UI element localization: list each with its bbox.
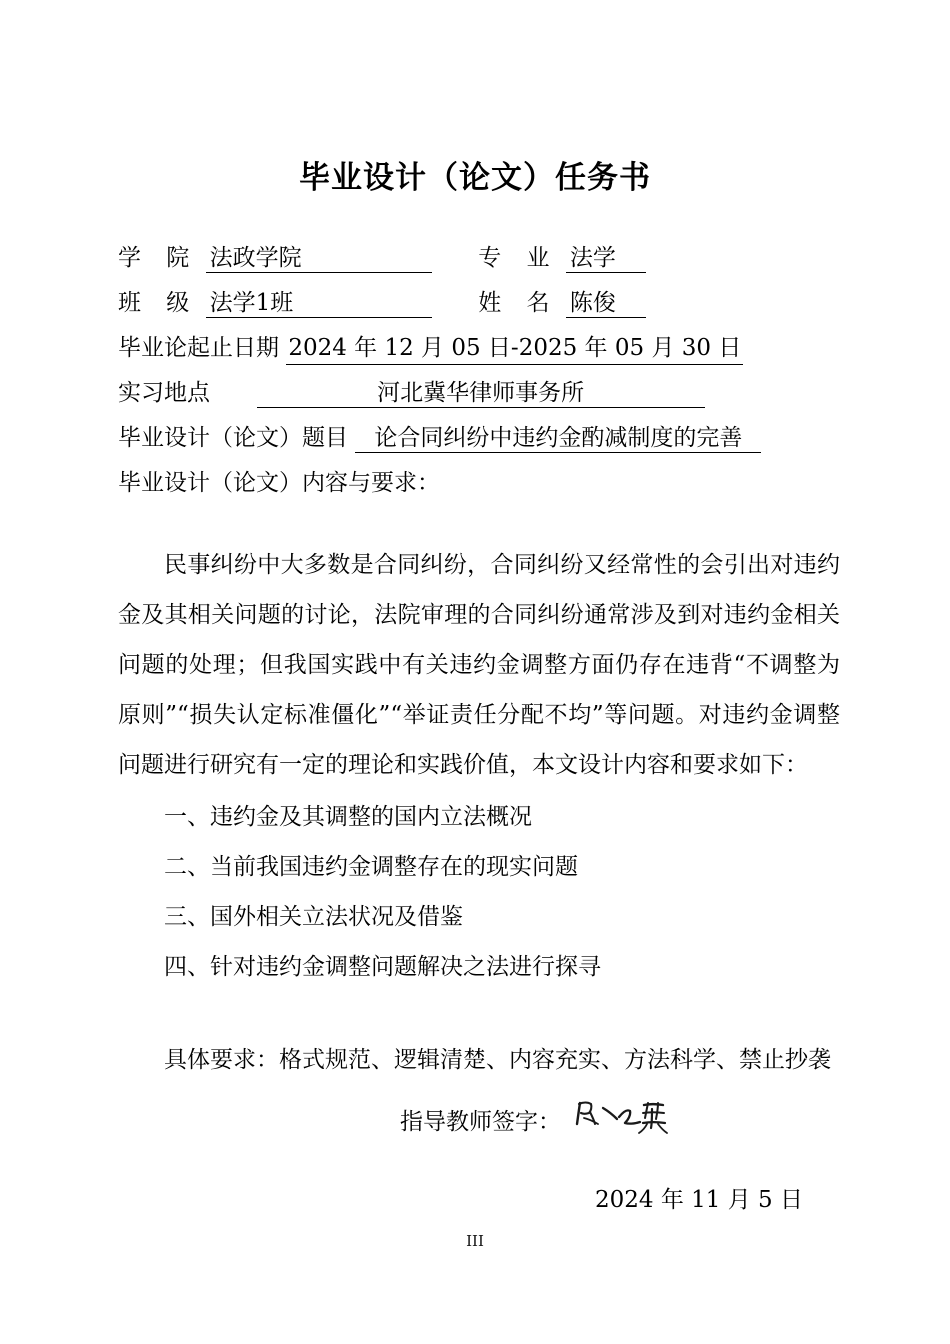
outline-list <box>118 792 840 992</box>
internship-label: 实习地点 <box>118 380 210 406</box>
form-row-topic <box>118 416 838 461</box>
specific-requirements: 具体要求：格式规范、逻辑清楚、内容充实、方法科学、禁止抄袭 <box>164 1047 831 1073</box>
advisor-signature-label: 指导教师签字： <box>400 1109 561 1135</box>
student-name-field[interactable]: 陈俊 <box>566 288 646 318</box>
period-field[interactable]: 2024 年 12 月 05 日-2025 年 05 月 30 日 <box>286 333 743 365</box>
class-label: 班 级 <box>118 290 199 316</box>
major-label: 专 业 <box>478 245 559 271</box>
internship-field[interactable]: 河北冀华律师事务所 <box>257 378 705 408</box>
major-field[interactable]: 法学 <box>566 243 646 273</box>
body-paragraph: 民事纠纷中大多数是合同纠纷，合同纠纷又经常性的会引出对违约金及其相关问题的讨论，法院审理的合同纠纷通常涉及到对违约金相关问题的处理；但我国实践中有关违约金调整方面仍存在违背“不调整为原则”“损失认定标准僵化”“举证责任分配不均”等问题。对违约金调整问题进行研究有一定的理论和实践价值，本文设计内容和要求如下： <box>118 552 840 778</box>
form-fields <box>118 236 838 506</box>
list-item: 一、违约金及其调整的国内立法概况 <box>164 804 532 830</box>
form-row-college-major <box>118 236 838 281</box>
signature-row <box>400 1102 561 1142</box>
form-row-class-name <box>118 281 838 326</box>
form-row-content-heading <box>118 461 838 506</box>
college-label: 学 院 <box>118 245 199 271</box>
student-name-label: 姓 名 <box>478 290 559 316</box>
body-section <box>118 540 840 790</box>
class-field[interactable]: 法学1班 <box>206 288 432 318</box>
list-item: 二、当前我国违约金调整存在的现实问题 <box>164 854 578 880</box>
topic-label: 毕业设计（论文）题目 <box>118 425 348 451</box>
content-requirements-label: 毕业设计（论文）内容与要求： <box>118 470 440 496</box>
college-field[interactable]: 法政学院 <box>206 243 432 273</box>
page-number: III <box>466 1232 484 1250</box>
period-label: 毕业论起止日期 <box>118 335 279 361</box>
page-title: 毕业设计（论文）任务书 <box>299 160 651 196</box>
handwritten-signature-icon <box>572 1093 672 1141</box>
list-item: 四、针对违约金调整问题解决之法进行探寻 <box>164 954 601 980</box>
signature-date: 2024 年 11 月 5 日 <box>595 1187 803 1213</box>
list-item: 三、国外相关立法状况及借鉴 <box>164 904 463 930</box>
form-row-internship <box>118 371 838 416</box>
form-row-period <box>118 326 838 371</box>
topic-field[interactable]: 论合同纠纷中违约金酌减制度的完善 <box>355 423 761 453</box>
